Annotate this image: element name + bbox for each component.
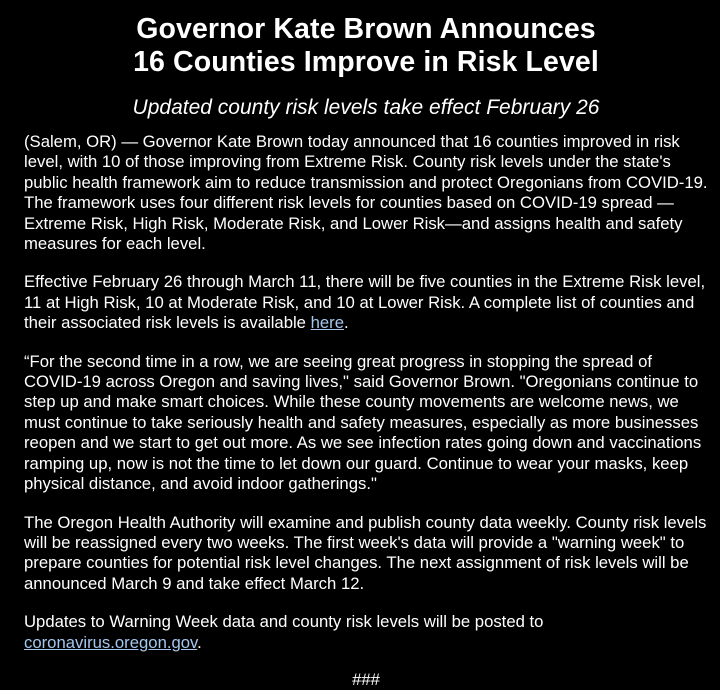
paragraph-effective-dates-text: Effective February 26 through March 11, there will be five counties in the Extreme Risk level, 11 at High Risk, 10 at Moderate Risk, and 10 at Lower Risk. A complete list of counties and their associated risk levels is available (24, 272, 706, 333)
subheadline: Updated county risk levels take effect February 26 (132, 96, 600, 119)
paragraph-announcement: (Salem, OR) — Governor Kate Brown today announced that 16 counties improved in risk level, with 10 of those improving from Extreme Risk. County risk levels under the state's public health framework aim to reduce transmission and protect Oregonians from COVID-19. The framework uses four different risk levels for counties based on COVID-19 spread —Extreme Risk, High Risk, Moderate Risk, and Lower Risk—and assigns health and safety measures for each level. (24, 132, 708, 254)
paragraph-updates (24, 612, 708, 653)
paragraph-effective-dates-end: . (344, 313, 349, 333)
end-mark: ### (352, 669, 380, 689)
coronavirus-oregon-link[interactable]: coronavirus.oregon.gov (24, 632, 198, 652)
risk-levels-list-link[interactable]: here (310, 313, 345, 333)
headline (24, 13, 708, 79)
paragraph-updates-text: Updates to Warning Week data and county risk levels will be posted to (24, 612, 544, 632)
paragraph-oha-schedule: The Oregon Health Authority will examine and publish county data weekly. County risk levels will be reassigned every two weeks. The first week's data will provide a "warning week" to prepare counties for potential risk level changes. The next assignment of risk levels will be announced March 9 and take effect March 12. (24, 512, 707, 593)
paragraph-updates-end: . (197, 632, 202, 652)
paragraph-effective-dates (24, 272, 708, 333)
headline-line-2: 16 Counties Improve in Risk Level (133, 46, 599, 78)
paragraph-governor-quote: “For the second time in a row, we are seeing great progress in stopping the spread of COVID-19 across Oregon and saving lives," said Governor Brown. "Oregonians continue to step up and make smart choices. While these county movements are welcome news, we must continue to take seriously health and safety measures, especially as more businesses reopen and we start to get out more. As we see infection rates going down and vaccinations ramping up, now is not the time to let down our guard. Continue to wear your masks, keep physical distance, and avoid indoor gatherings." (24, 351, 702, 494)
headline-line-1: Governor Kate Brown Announces (136, 13, 596, 45)
